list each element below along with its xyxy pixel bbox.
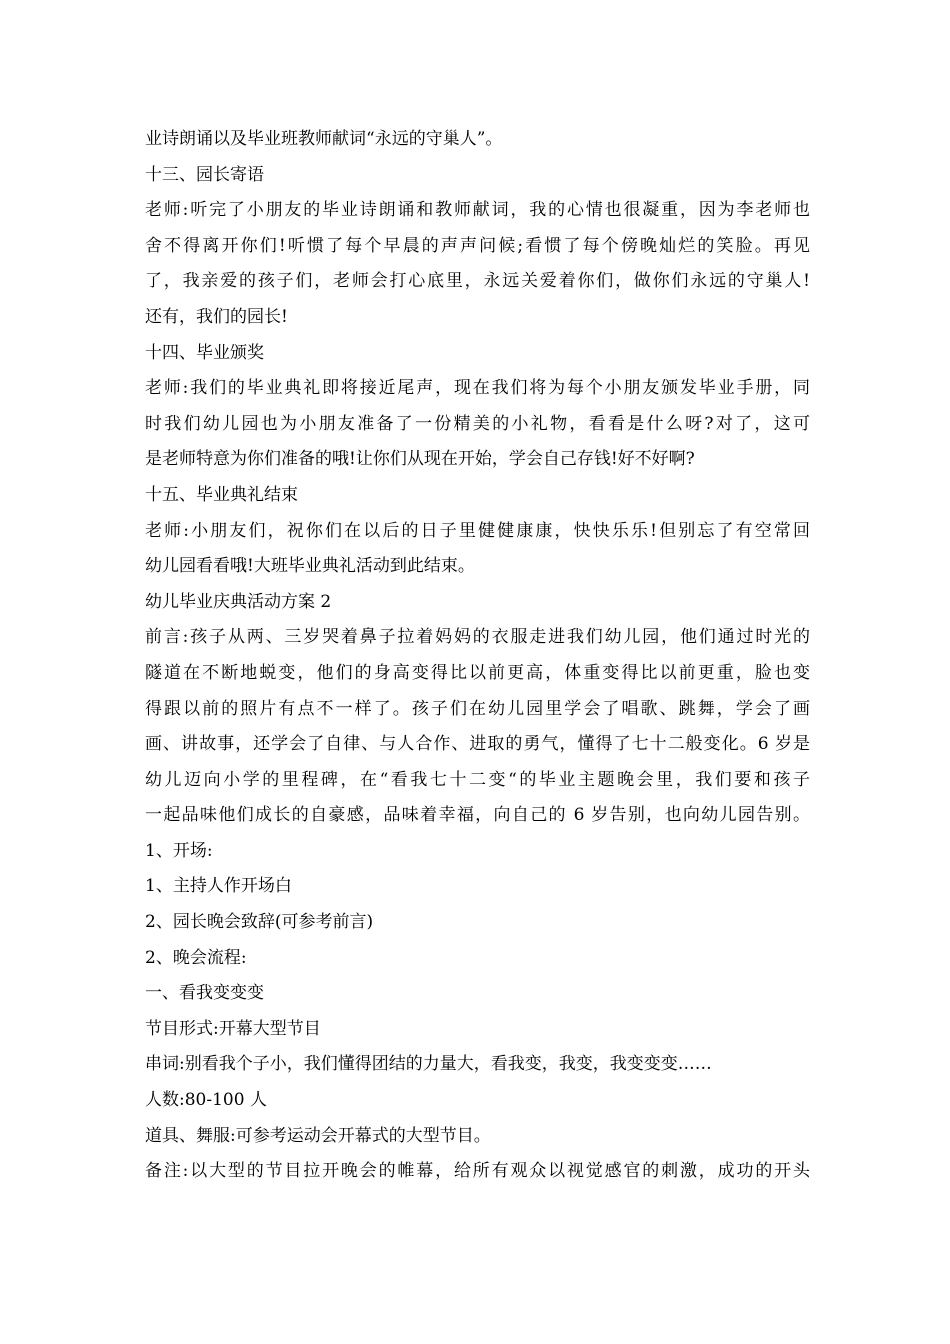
section-heading: 十五、毕业典礼结束 [145, 484, 298, 505]
document-title: 幼儿毕业庆典活动方案 2 [145, 591, 332, 612]
text-line: 了，我亲爱的孩子们，老师会打心底里，永远关爱着你们，做你们永远的守巢人! [145, 271, 810, 292]
list-item: 2、园长晚会致辞(可参考前言) [145, 912, 374, 933]
section-heading: 一、看我变变变 [145, 983, 264, 1004]
list-item: 2、晚会流程: [145, 947, 247, 968]
text-line: 舍不得离开你们!听惯了每个早晨的声声问候;看惯了每个傍晚灿烂的笑脸。再见 [145, 235, 810, 256]
text-line: 还有，我们的园长! [145, 306, 288, 327]
text-line: 是老师特意为你们准备的哦!让你们从现在开始，学会自己存钱!好不好啊? [145, 449, 695, 470]
section-heading: 十四、毕业颁奖 [145, 342, 264, 363]
document-body [145, 122, 810, 1190]
text-line: 串词:别看我个子小，我们懂得团结的力量大，看我变，我变，我变变变…… [145, 1054, 712, 1075]
text-line: 前言:孩子从两、三岁哭着鼻子拉着妈妈的衣服走进我们幼儿园，他们通过时光的 [145, 627, 810, 648]
text-line: 老师:听完了小朋友的毕业诗朗诵和教师献词，我的心情也很凝重，因为李老师也 [145, 200, 810, 221]
list-item: 1、开场: [145, 840, 213, 861]
text-line: 画、讲故事，还学会了自律、与人合作、进取的勇气，懂得了七十二般变化。6 岁是 [145, 734, 810, 755]
text-line: 一起品味他们成长的自豪感，品味着幸福，向自己的 6 岁告别，也向幼儿园告别。 [145, 805, 810, 826]
text-line: 业诗朗诵以及毕业班教师献词“永远的守巢人”。 [145, 129, 503, 149]
section-heading: 十三、园长寄语 [145, 164, 264, 185]
text-line: 隧道在不断地蜕变，他们的身高变得比以前更高，体重变得比以前更重，脸也变 [145, 662, 810, 683]
text-line: 老师:小朋友们，祝你们在以后的日子里健健康康，快快乐乐!但别忘了有空常回 [145, 520, 810, 541]
text-line: 道具、舞服:可参考运动会开幕式的大型节目。 [145, 1125, 491, 1146]
text-line: 节目形式:开幕大型节目 [145, 1018, 321, 1039]
text-line: 幼儿园看看哦!大班毕业典礼活动到此结束。 [145, 556, 475, 577]
text-line: 得跟以前的照片有点不一样了。孩子们在幼儿园里学会了唱歌、跳舞，学会了画 [145, 698, 810, 719]
list-item: 1、主持人作开场白 [145, 876, 292, 897]
text-line: 幼儿迈向小学的里程碑，在“看我七十二变“的毕业主题晚会里，我们要和孩子 [145, 769, 810, 790]
text-line: 人数:80-100 人 [145, 1090, 267, 1111]
text-line: 时我们幼儿园也为小朋友准备了一份精美的小礼物，看看是什么呀?对了，这可 [145, 413, 810, 434]
text-line: 备注:以大型的节目拉开晚会的帷幕，给所有观众以视觉感官的刺激，成功的开头 [145, 1161, 810, 1182]
text-line: 老师:我们的毕业典礼即将接近尾声，现在我们将为每个小朋友颁发毕业手册，同 [145, 378, 810, 399]
